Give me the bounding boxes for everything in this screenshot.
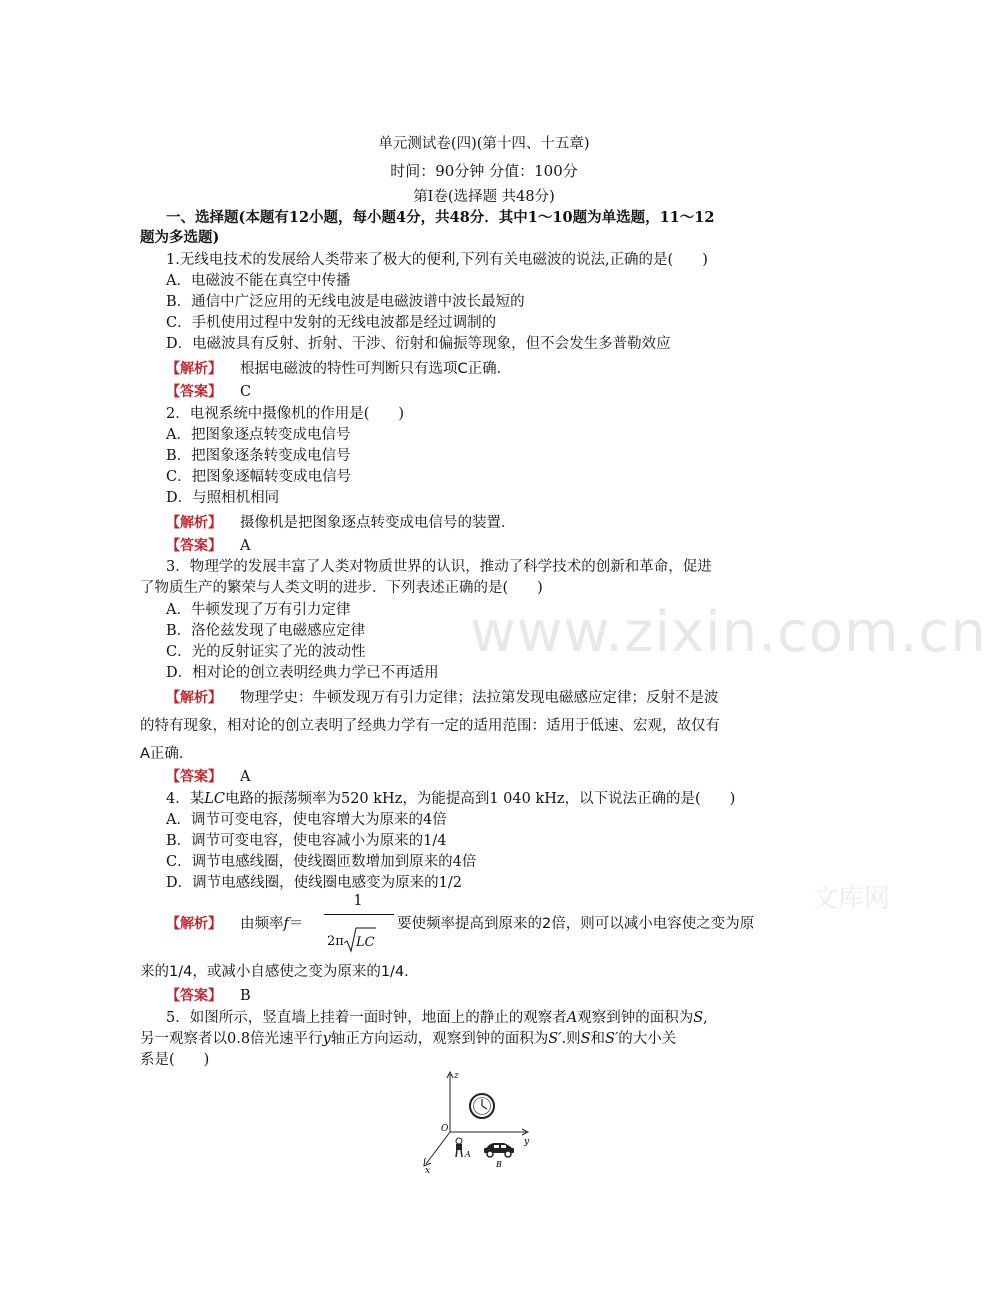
q2-stem: 2．电视系统中摄像机的作用是( ) bbox=[166, 406, 405, 422]
q5-stem2-mid2: .则 bbox=[561, 1031, 581, 1047]
q4-analysis-post: 要使频率提高到原来的2倍，则可以减小电容使之变为原 bbox=[397, 916, 755, 932]
exam-title: 单元测试卷(四)(第十四、十五章) bbox=[378, 136, 590, 152]
q1-option-c: C．手机使用过程中发射的无线电波都是经过调制的 bbox=[166, 315, 497, 331]
q5-stem1-mid: 观察到钟的面积为 bbox=[577, 1010, 694, 1026]
answer-label: 【答案】 bbox=[166, 538, 222, 554]
q2-option-a: A．把图象逐点转变成电信号 bbox=[166, 427, 351, 443]
fig-label-z: z bbox=[454, 1071, 459, 1081]
q5-stem2-y: y bbox=[322, 1031, 331, 1047]
q3-analysis-line3: A正确． bbox=[140, 746, 194, 762]
q5-stem-line3: 系是( ) bbox=[140, 1052, 210, 1068]
q3-option-b: B．洛伦兹发现了电磁感应定律 bbox=[166, 623, 366, 639]
q3-option-d: D．相对论的创立表明经典力学已不再适用 bbox=[166, 665, 439, 681]
q5-stem2-and: 和 bbox=[590, 1031, 606, 1047]
fig-label-x: x bbox=[425, 1166, 431, 1176]
q3-option-a: A．牛顿发现了万有引力定律 bbox=[166, 602, 351, 618]
q2-option-d: D．与照相机相同 bbox=[166, 490, 280, 506]
q5-stem1-pre: 5．如图所示，竖直墙上挂着一面时钟，地面上的静止的观察者 bbox=[166, 1010, 567, 1026]
q4-answer-value: B bbox=[240, 988, 251, 1004]
q2-option-b: B．把图象逐条转变成电信号 bbox=[166, 448, 351, 464]
q5-stem2-pre: 另一观察者以0.8倍光速平行 bbox=[140, 1031, 323, 1047]
q4-stem bbox=[166, 789, 735, 809]
fraction-bar bbox=[324, 914, 394, 915]
q5-stem1-s: S bbox=[693, 1010, 704, 1026]
answer-label: 【答案】 bbox=[166, 384, 222, 400]
person-icon bbox=[456, 1138, 462, 1157]
q1-analysis-text: 根据电磁波的特性可判断只有选项C正确． bbox=[240, 361, 512, 377]
section-heading-line1: 一、选择题(本题有12小题，每小题4分，共48分．其中1～10题为单选题，11～12 bbox=[166, 209, 715, 226]
q5-figure bbox=[408, 1068, 558, 1174]
watermark-corner: 文库网 bbox=[812, 884, 891, 914]
q5-stem2-s1: S′ bbox=[548, 1031, 562, 1047]
q4-stem-lc: LC bbox=[204, 791, 225, 807]
formula-2pi: 2π bbox=[327, 934, 344, 949]
q1-stem: 1.无线电技术的发展给人类带来了极大的便利,下列有关电磁波的说法,正确的是( ) bbox=[166, 252, 708, 268]
formula-denominator bbox=[327, 934, 344, 949]
q4-analysis-line2: 来的1/4，或减小自感使之变为原来的1/4. bbox=[140, 964, 409, 980]
formula-numerator: 1 bbox=[353, 893, 363, 909]
q5-stem1-end: , bbox=[703, 1010, 708, 1026]
q3-option-c: C．光的反射证实了光的波动性 bbox=[166, 644, 366, 660]
fig-label-a: A bbox=[465, 1150, 471, 1159]
q1-option-d: D．电磁波具有反射、折射、干涉、衍射和偏振等现象，但不会发生多普勒效应 bbox=[166, 336, 671, 352]
part-heading: 第Ⅰ卷(选择题 共48分) bbox=[413, 189, 555, 205]
q2-analysis-text: 摄像机是把图象逐点转变成电信号的装置． bbox=[240, 515, 516, 531]
q3-analysis-line2: 的特有现象，相对论的创立表明了经典力学有一定的适用范围：适用于低速、宏观，故仅有 bbox=[140, 718, 720, 734]
q5-stem2-s2: S bbox=[580, 1031, 591, 1047]
fig-label-y: y bbox=[524, 1137, 530, 1147]
q1-answer-value: C bbox=[240, 384, 252, 400]
q3-answer-value: A bbox=[240, 769, 251, 785]
exam-meta: 时间：90分钟 分值：100分 bbox=[390, 162, 578, 180]
q5-stem-line1 bbox=[166, 1008, 708, 1028]
q3-stem-line1: 3．物理学的发展丰富了人类对物质世界的认识，推动了科学技术的创新和革命，促进 bbox=[166, 559, 712, 575]
q4-analysis bbox=[166, 914, 303, 934]
analysis-label: 【解析】 bbox=[166, 361, 222, 377]
q4-option-a: A．调节可变电容，使电容增大为原来的4倍 bbox=[166, 812, 447, 828]
q5-stem2-end: 的大小关 bbox=[618, 1031, 677, 1047]
q2-answer bbox=[166, 536, 250, 556]
q4-answer bbox=[166, 986, 251, 1006]
analysis-label: 【解析】 bbox=[166, 690, 222, 706]
q2-option-c: C．把图象逐幅转变成电信号 bbox=[166, 469, 352, 485]
q3-answer bbox=[166, 767, 250, 787]
formula-eq: ＝ bbox=[288, 916, 304, 932]
section-heading-line2: 题为多选题) bbox=[140, 229, 220, 246]
formula-lc: LC bbox=[356, 935, 375, 950]
q5-stem1-a: A bbox=[566, 1010, 578, 1026]
q4-option-b: B．调节可变电容，使电容减小为原来的1/4 bbox=[166, 833, 447, 849]
q1-option-a: A．电磁波不能在真空中传播 bbox=[166, 273, 351, 289]
q4-stem-pre: 4．某 bbox=[166, 791, 205, 807]
q2-answer-value: A bbox=[240, 538, 251, 554]
q5-stem2-mid: 轴正方向运动，观察到钟的面积为 bbox=[330, 1031, 549, 1047]
answer-label: 【答案】 bbox=[166, 769, 222, 785]
q4-option-c: C．调节电感线圈，使线圈匝数增加到原来的4倍 bbox=[166, 854, 477, 870]
q5-stem-line2 bbox=[140, 1029, 676, 1049]
q4-analysis-pre: 由频率 bbox=[240, 916, 284, 932]
car-icon bbox=[484, 1143, 514, 1157]
fig-label-b: B bbox=[496, 1160, 502, 1169]
q1-option-b: B．通信中广泛应用的无线电波是电磁波谱中波长最短的 bbox=[166, 294, 525, 310]
fig-label-o: O bbox=[441, 1124, 449, 1134]
analysis-label: 【解析】 bbox=[166, 916, 222, 932]
x-axis bbox=[426, 1132, 450, 1164]
q2-analysis bbox=[166, 513, 516, 533]
q1-analysis bbox=[166, 359, 511, 379]
formula-f: f bbox=[283, 916, 289, 932]
q1-answer bbox=[166, 382, 251, 402]
q5-stem2-s3: S′ bbox=[605, 1031, 619, 1047]
watermark: www.zixin.com.cn bbox=[470, 600, 987, 665]
q3-analysis-line1 bbox=[166, 688, 719, 708]
q4-option-d: D．调节电感线圈，使线圈电感变为原来的1/2 bbox=[166, 875, 462, 891]
analysis-label: 【解析】 bbox=[166, 515, 222, 531]
q3-stem-line2: 了物质生产的繁荣与人类文明的进步．下列表述正确的是( ) bbox=[140, 580, 543, 596]
q3-analysis-text: 物理学史：牛顿发现万有引力定律；法拉第发现电磁感应定律；反射不是波 bbox=[240, 690, 719, 706]
q4-stem-post: 电路的振荡频率为520 kHz，为能提高到1 040 kHz，以下说法正确的是( ) bbox=[224, 791, 736, 807]
answer-label: 【答案】 bbox=[166, 988, 222, 1004]
